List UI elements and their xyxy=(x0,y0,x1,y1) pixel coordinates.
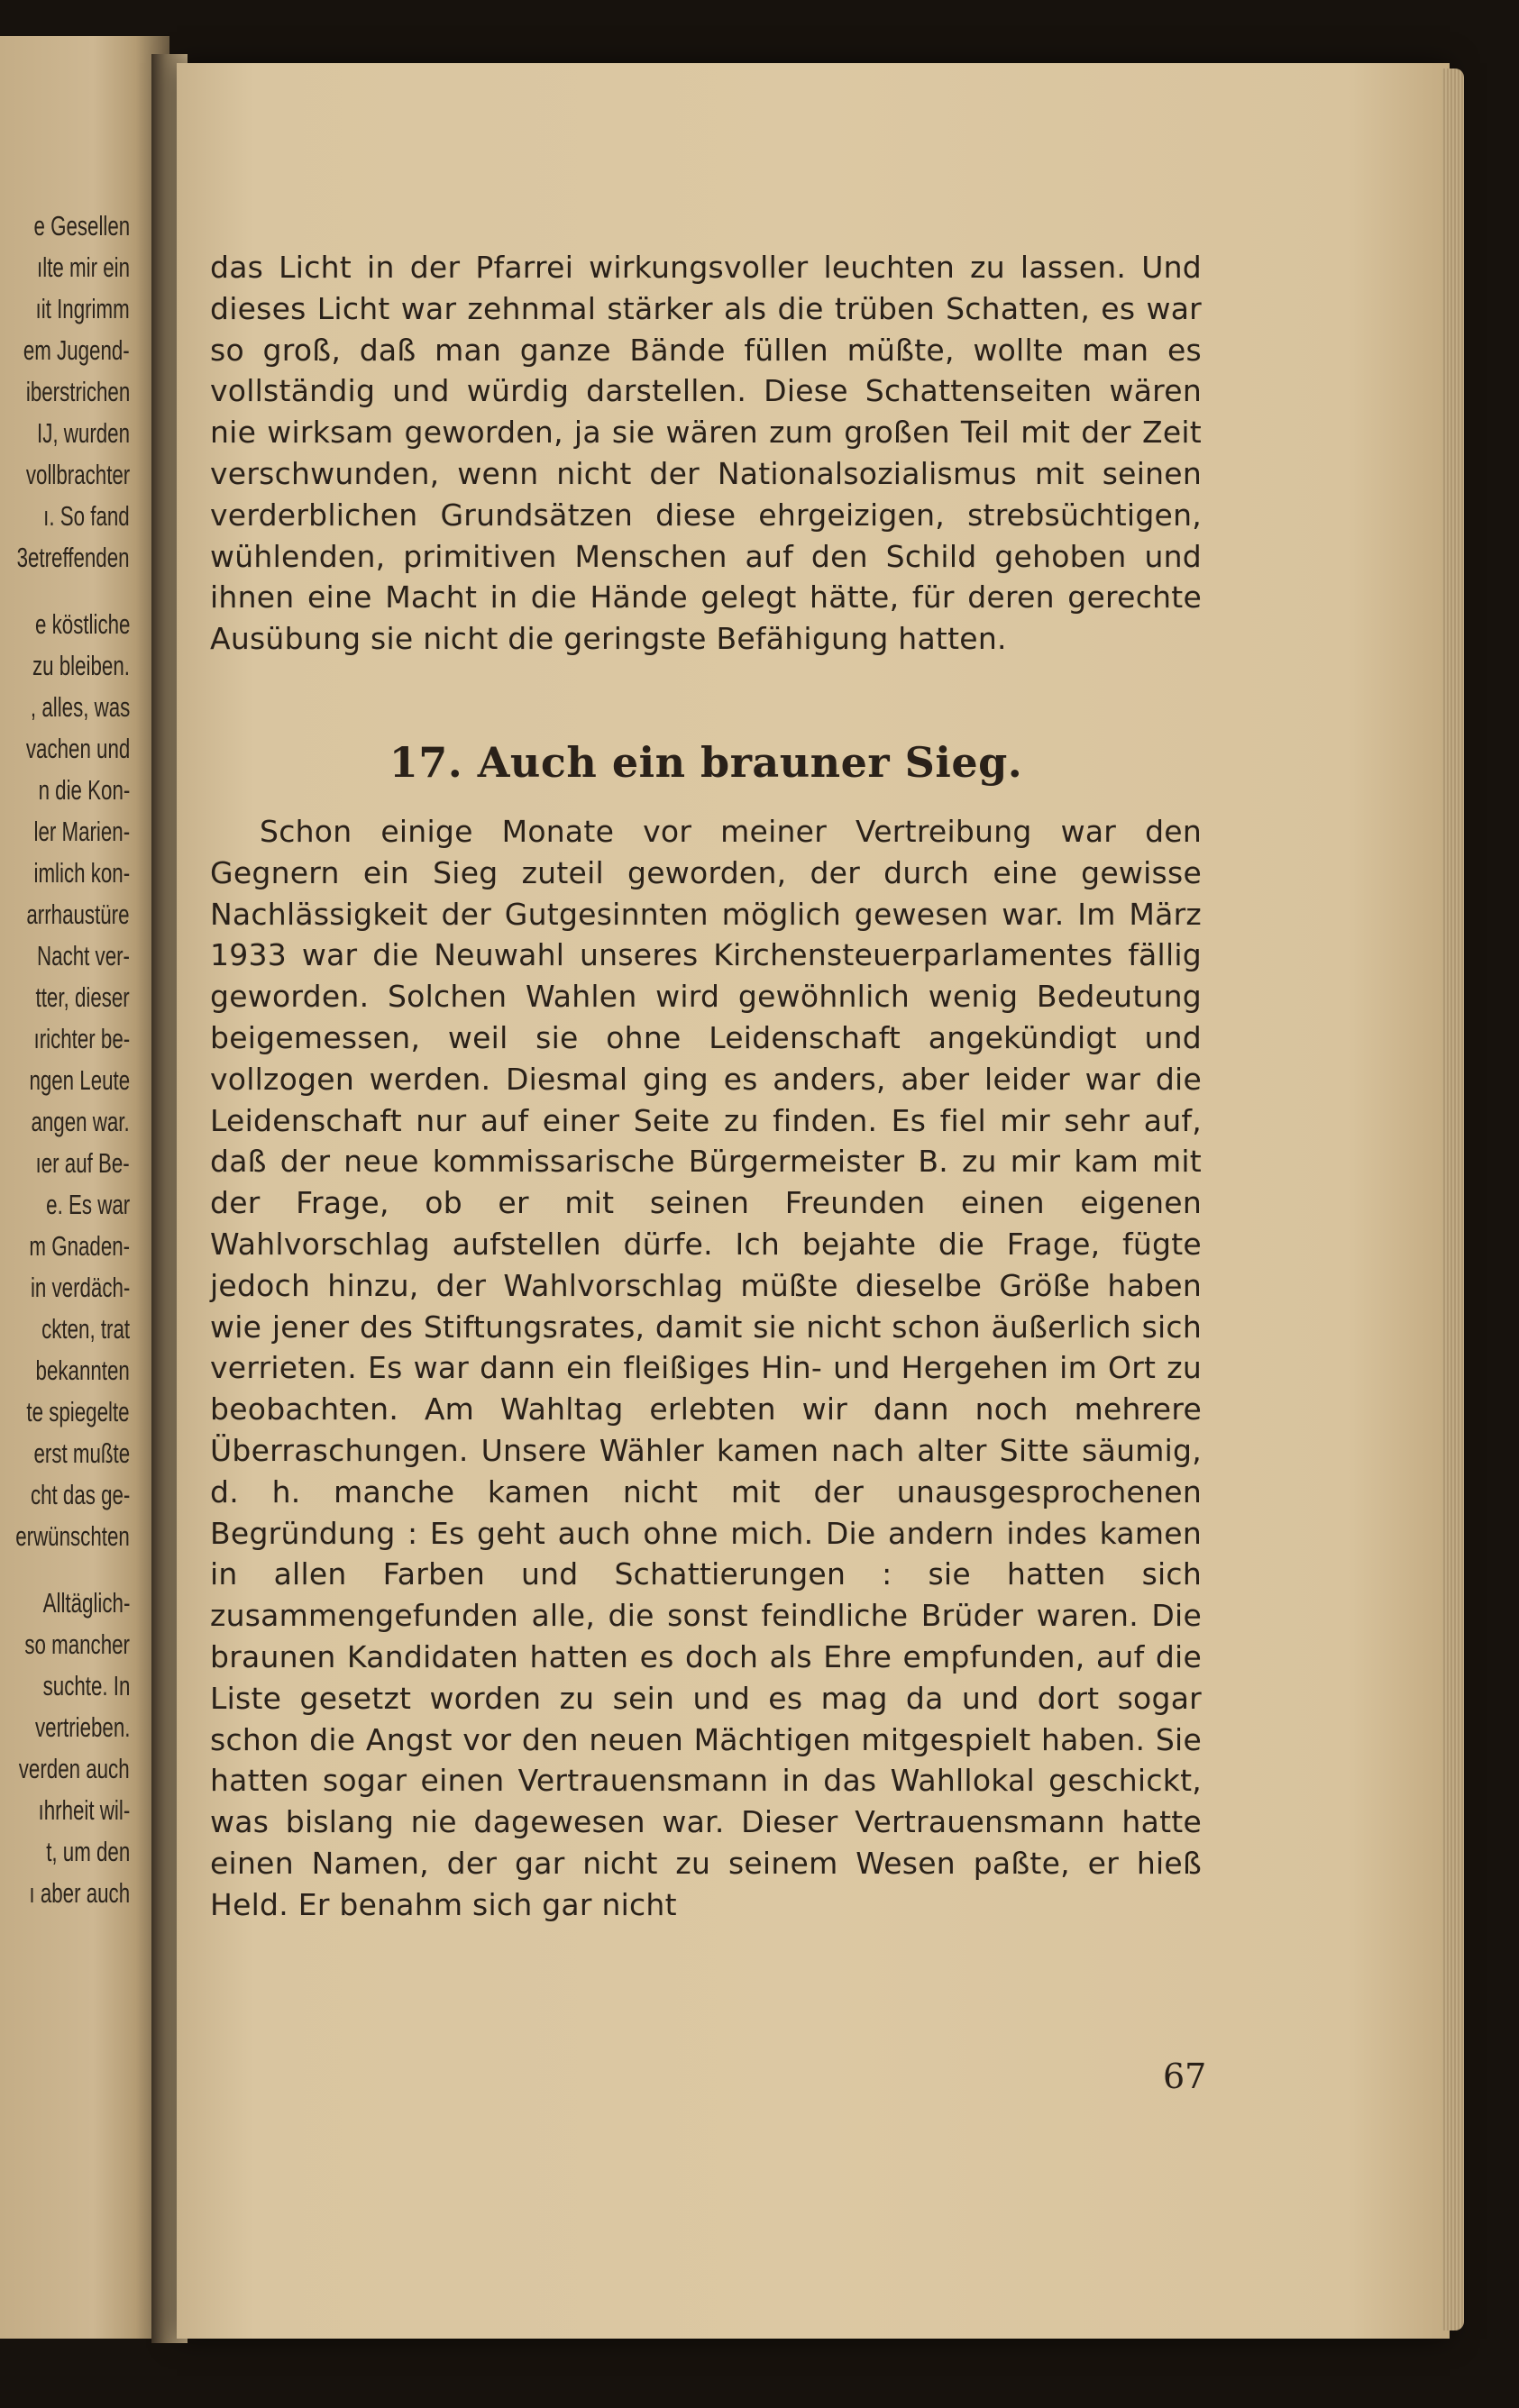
facing-page-line: ngen Leute xyxy=(29,1064,130,1096)
facing-page-line: e. Es war xyxy=(45,1189,130,1220)
facing-page-line: bekannten xyxy=(35,1354,130,1386)
facing-page-line: t, um den xyxy=(45,1836,130,1867)
facing-page-line: Nacht ver- xyxy=(37,940,130,971)
facing-page-line: ckten, trat xyxy=(41,1313,130,1345)
facing-page-line: ıit Ingrimm xyxy=(35,293,130,324)
page-text xyxy=(210,247,1202,1925)
facing-page-line: ıer auf Be- xyxy=(35,1147,130,1179)
facing-page-line: ırichter be- xyxy=(33,1023,130,1054)
facing-page-line: IJ, wurden xyxy=(37,417,130,449)
facing-page-line: vachen und xyxy=(25,733,130,764)
facing-page-line: erst mußte xyxy=(33,1437,130,1469)
facing-page-line: vertrieben. xyxy=(34,1711,130,1743)
facing-page-line: m Gnaden- xyxy=(29,1230,130,1262)
facing-page-line: arrhaustüre xyxy=(26,898,130,930)
facing-page-line: vollbrachter xyxy=(25,459,130,490)
facing-page-line: verden auch xyxy=(19,1753,130,1784)
facing-page-line: n die Kon- xyxy=(38,774,130,806)
facing-page-line: ıhrheit wil- xyxy=(38,1794,130,1826)
facing-page-line: erwünschten xyxy=(15,1520,130,1552)
facing-page-line: tter, dieser xyxy=(35,981,130,1013)
chapter-paragraph: Schon einige Monate vor meiner Vertreibung war den Gegnern ein Sieg zuteil geworden, der durch eine gewisse Nachlässigkeit der Gutgesinnten möglich gewesen war. Im März 1933 war die Neuwahl unseres Kirchensteuerparlamentes fällig geworden. Solchen Wahlen wird gewöhnlich wenig Bedeutung beigemessen, weil sie ohne Leidenschaft angekündigt und vollzogen werden. Diesmal ging es anders, aber leider war die Leidenschaft nur auf einer Seite zu finden. Es fiel mir sehr auf, daß der neue kommissarische Bürgermeister B. zu mir kam mit der Frage, ob er mit seinen Freunden einen eigenen Wahlvorschlag aufstellen dürfe. Ich bejahte die Frage, fügte jedoch hinzu, der Wahlvorschlag müßte dieselbe Größe haben wie jener des Stiftungsrates, damit sie nicht schon äußerlich sich verrieten. Es war dann ein fleißiges Hin- und Hergehen im Ort zu beobachten. Am Wahltag erlebten wir dann noch mehrere Überraschungen. Unsere Wähler kamen nach alter Sitte säumig, d. h. manche kamen nicht mit der unausgesprochenen Begründung : Es geht auch ohne mich. Die andern indes kamen in allen Farben und Schattierungen : sie hatten sich zusammengefunden alle, die sonst feindliche Brüder waren. Die braunen Kandidaten hatten es doch als Ehre empfunden, auf die Liste gesetzt worden zu sein und es mag da und dort sogar schon die Angst vor den neuen Mächtigen mitgespielt haben. Sie hatten sogar einen Vertrauensmann in das Wahllokal geschickt, was bislang nie dagewesen war. Dieser Vertrauensmann hatte einen Namen, der gar nicht zu seinem Wesen paßte, er hieß Held. Er benahm sich gar nicht xyxy=(210,813,1202,1922)
facing-page xyxy=(0,36,169,2339)
facing-page-line: 3etreffenden xyxy=(17,542,130,573)
facing-page-line: cht das ge- xyxy=(30,1479,130,1510)
facing-page-line: ılte mir ein xyxy=(37,251,130,283)
facing-page-line: , alles, was xyxy=(30,691,130,723)
facing-page-line: so mancher xyxy=(24,1628,130,1660)
facing-page-line: imlich kon- xyxy=(33,857,130,889)
facing-page-line: ler Marien- xyxy=(33,816,130,847)
facing-page-line: iberstrichen xyxy=(25,376,130,407)
facing-page-line: e köstliche xyxy=(34,608,130,640)
page-number: 67 xyxy=(1163,2057,1207,2096)
facing-page-line: e Gesellen xyxy=(33,210,130,242)
facing-page-line: te spiegelte xyxy=(26,1396,130,1427)
page-edges xyxy=(1442,68,1464,2330)
facing-page-line: ı aber auch xyxy=(29,1877,130,1909)
facing-page-line: in verdäch- xyxy=(30,1272,130,1303)
facing-page-line: zu bleiben. xyxy=(32,650,130,681)
facing-page-line: angen war. xyxy=(31,1106,130,1137)
facing-page-line: Alltäglich- xyxy=(42,1587,130,1619)
facing-page-line: suchte. In xyxy=(42,1670,130,1701)
paragraph-continued: das Licht in der Pfarrei wirkungsvoller leuchten zu lassen. Und dieses Licht war zehnmal stärker als die trüben Schatten, es war so groß, daß man ganze Bände füllen müßte, wollte man es vollständig und würdig darstellen. Diese Schattenseiten wären nie wirksam geworden, ja sie wären zum großen Teil mit der Zeit verschwunden, wenn nicht der Nationalsozialismus mit seinen verderblichen Grundsätzen diese ehrgeizigen, strebsüchtigen, wühlenden, primitiven Menschen auf den Schild gehoben und ihnen eine Macht in die Hände gelegt hätte, für deren gerechte Ausübung sie nicht die geringste Befähigung hatten. xyxy=(210,250,1202,657)
facing-page-line: ı. So fand xyxy=(43,500,130,532)
facing-page-line: em Jugend- xyxy=(23,334,130,366)
chapter-heading: 17. Auch ein brauner Sieg. xyxy=(389,737,1023,787)
